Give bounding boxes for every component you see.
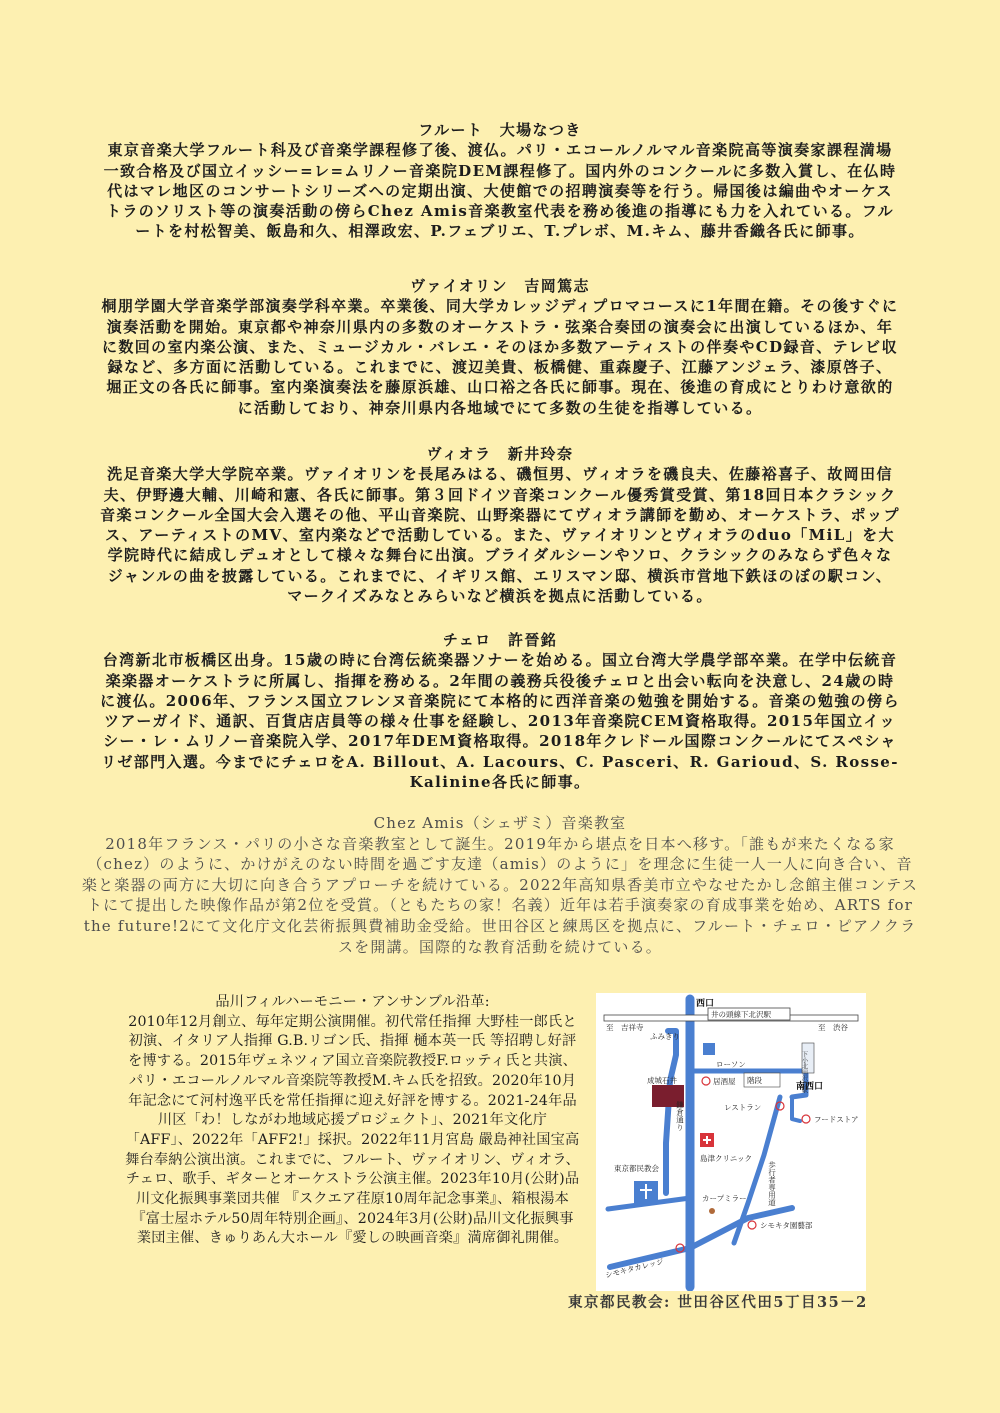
map-label-engeibu: シモキタ園藝部 <box>760 1221 813 1230</box>
map-label-shimazu: 島津クリニック <box>700 1154 753 1163</box>
map-label-nishiguchi: 西口 <box>696 999 715 1009</box>
map-lawson-icon <box>703 1043 715 1055</box>
map-marker-engeibu <box>748 1221 756 1229</box>
map-label-station: 井の頭線下北沢駅 <box>711 1010 771 1019</box>
map-label-to-shibuya: 至 渋谷 <box>818 1023 848 1032</box>
map-label-restaurant: レストラン <box>724 1103 762 1112</box>
violin-profile <box>100 276 900 418</box>
map-label-college: シモキタカレッジ <box>604 1256 665 1280</box>
school-profile <box>80 813 920 957</box>
map-caption: 東京都民教会: 世田谷区代田5丁目35－2 <box>568 1294 868 1311</box>
history-heading: 品川フィルハーモニー・アンサンブル沿革: <box>215 994 490 1010</box>
history-body: 2010年12月創立、毎年定期公演開催。初代常任指揮 大野桂一郎氏と初演、イタリア人指揮 G.B.リゴン氏、指揮 樋本英一氏 等招聘し好評を博する。2015年ヴェネツィア国立音楽院教授F.ロッティ氏と共演、パリ・エコールノルマル音楽院等教授M.キム氏を招致。2020年10月年記念にて河村逸平氏を常任指揮に迎え好評を博する。2021-24年品川区「わ！しながわ地域応援プロジェクト」、2021年文化庁「AFF」、2022年「AFF2!」採択。2022年11月宮島 嚴島神社国宝高舞台奉納公演出演。これまでに、フルート、ヴァイオリン、ヴィオラ、チェロ、歌手、ギターとオーケストラ公演主催。2023年10月(公財)品川文化振興事業団共催 『スクエア荏原10周年記念事業』、箱根湯本 『富士屋ホテル50周年特別企画』、2024年3月(公財)品川文化振興事業団主催、きゅりあん大ホール『愛しの映画音楽』満席御礼開催。 <box>125 1013 580 1247</box>
access-map <box>596 993 866 1291</box>
map-marker-carp <box>709 1208 715 1214</box>
map-label-kamakura: 鎌倉通り <box>675 1101 685 1131</box>
map-label-food-store: フードストア <box>814 1115 859 1124</box>
map-label-minaminishiguchi: 南西口 <box>796 1082 824 1092</box>
ensemble-history <box>125 993 580 1249</box>
flute-profile <box>100 120 900 242</box>
map-marker-izakaya <box>702 1077 710 1085</box>
map-label-fumikiri: ふみきり <box>650 1032 680 1041</box>
map-drawing <box>596 993 866 1291</box>
map-label-seijo: 成城石井 <box>647 1076 677 1085</box>
viola-profile <box>100 444 900 606</box>
violin-bio: 桐朋学園大学音楽学部演奏学科卒業。卒業後、同大学カレッジディプロマコースに1年間在籍。その後すぐに演奏活動を開始。東京都や神奈川県内の多数のオーケストラ・弦楽合奏団の演奏会に出演しているほか、年に数回の室内楽公演、また、ミュージカル・バレエ・そのほか多数アーティストの伴奏やCD録音、テレビ収録など、多方面に活動している。これまでに、渡辺美貴、板橋健、重森慶子、江藤アンジェラ、漆原啓子、堀正文の各氏に師事。室内楽演奏法を藤原浜雄、山口裕之各氏に師事。現在、後進の育成にとりわけ意欲的に活動しており、神奈川県内各地域でにて多数の生徒を指導している。 <box>101 297 899 417</box>
cello-bio: 台湾新北市板橋区出身。15歳の時に台湾伝統楽器ソナーを始める。国立台湾大学農学部卒業。在学中伝統音楽楽器オーケストラに所属し、指揮を務める。2年間の義務兵役後チェロと出会い転向を決意し、24歳の時に渡仏。2006年、フランス国立フレンヌ音楽院にて本格的に西洋音楽の勉強を開始する。音楽の勉強の傍らツアーガイド、通訳、百貨店店員等の様々仕事を経験し、2013年音楽院CEM資格取得。2015年国立イッシー・レ・ムリノー音楽院入学、2017年DEM資格取得。2018年クレドール国際コンクールにてスペシャリゼ部門入選。今までにチェロをA. Billout、A. Lacours、C. Pasceri、R. Garioud、S. Rosse-Kalinine各氏に師事。 <box>100 651 900 792</box>
violin-heading: ヴァイオリン 吉岡篤志 <box>410 277 590 295</box>
map-road-right <box>792 1097 800 1121</box>
cello-heading: チェロ 許晉銘 <box>442 631 558 649</box>
map-label-church: 東京都民教会 <box>614 1164 659 1173</box>
cello-profile <box>100 630 900 792</box>
viola-bio: 洗足音楽大学大学院卒業。ヴァイオリンを長尾みはる、磯恒男、ヴィオラを磯良夫、佐藤裕喜子、故岡田信夫、伊野邊大輔、川崎和憲、各氏に師事。第３回ドイツ音楽コンクール優秀賞受賞、第18回日本クラシック音楽コンクール全国大会入選その他、平山音楽院、山野楽器にてヴィオラ講師を勤め、オーケストラ、ポップス、アーティストのMV、室内楽などで活動している。また、ヴァイオリンとヴィオラのduo「MiL」を大学院時代に結成しデュオとして様々な舞台に出演。ブライダルシーンやソロ、クラシックのみならず色々なジャンルの曲を披露している。これまでに、イギリス館、エリスマン邸、横浜市営地下鉄ほのぼの駅コン、マークイズみなとみらいなど横浜を拠点に活動している。 <box>100 465 900 606</box>
flute-heading: フルート 大場なつき <box>418 121 582 139</box>
viola-heading: ヴィオラ 新井玲奈 <box>426 445 574 463</box>
flute-bio: 東京音楽大学フルート科及び音楽学課程修了後、渡仏。パリ・エコールノルマル音楽院高等演奏家課程満場一致合格及び国立イッシー=レ=ムリノー音楽院DEM課程修了。国内外のコンクールに多数入賞し、在仏時代はマレ地区のコンサートシリーズへの定期出演、大使館での招聘演奏等を行う。帰国後は編曲やオーケストラのソリスト等の演奏活動の傍らChez Amis音楽教室代表を務め後進の指導にも力を入れている。フルートを村松智美、飯島和久、相澤政宏、P.フェブリエ、T.プレボ、M.キム、藤井香織各氏に師事。 <box>103 141 897 241</box>
school-heading: Chez Amis（シェザミ）音楽教室 <box>373 814 627 832</box>
map-road-lower <box>610 1208 792 1267</box>
map-label-izakaya: 居酒屋 <box>713 1077 736 1086</box>
map-label-carp: カープミラー <box>702 1194 747 1203</box>
map-label-hokousha: 歩行者専用道 <box>767 1161 777 1206</box>
map-label-lawson: ローソン <box>716 1060 746 1069</box>
map-road-left <box>666 1031 676 1193</box>
map-label-odakyu: 下小北田沢急駅 <box>800 1051 808 1093</box>
map-label-kaidan: 階段 <box>747 1076 762 1085</box>
map-label-to-kichijoji: 至 吉祥寺 <box>606 1023 644 1032</box>
school-description: 2018年フランス・パリの小さな音楽教室として誕生。2019年から堪点を日本へ移す。「誰もが来たくなる家（chez）のように、かけがえのない時間を過ごす友達（amis）のように」を理念に生徒一人一人に向き合い、音楽と楽器の両方に大切に向き合うアプローチを続けている。2022年高知県香美市立やなせたかし念館主催コンテストにて提出した映像作品が第2位を受賞。（ともたちの家！名義）近年は若手演奏家の育成事業を始め、ARTS for the future!2にて文化庁文化芸術振興費補助金受給。世田谷区と練馬区を拠点に、フルート・チェロ・ピアノクラスを開講。国際的な教育活動を続けている。 <box>81 834 919 956</box>
map-marker-food-store <box>802 1115 810 1123</box>
